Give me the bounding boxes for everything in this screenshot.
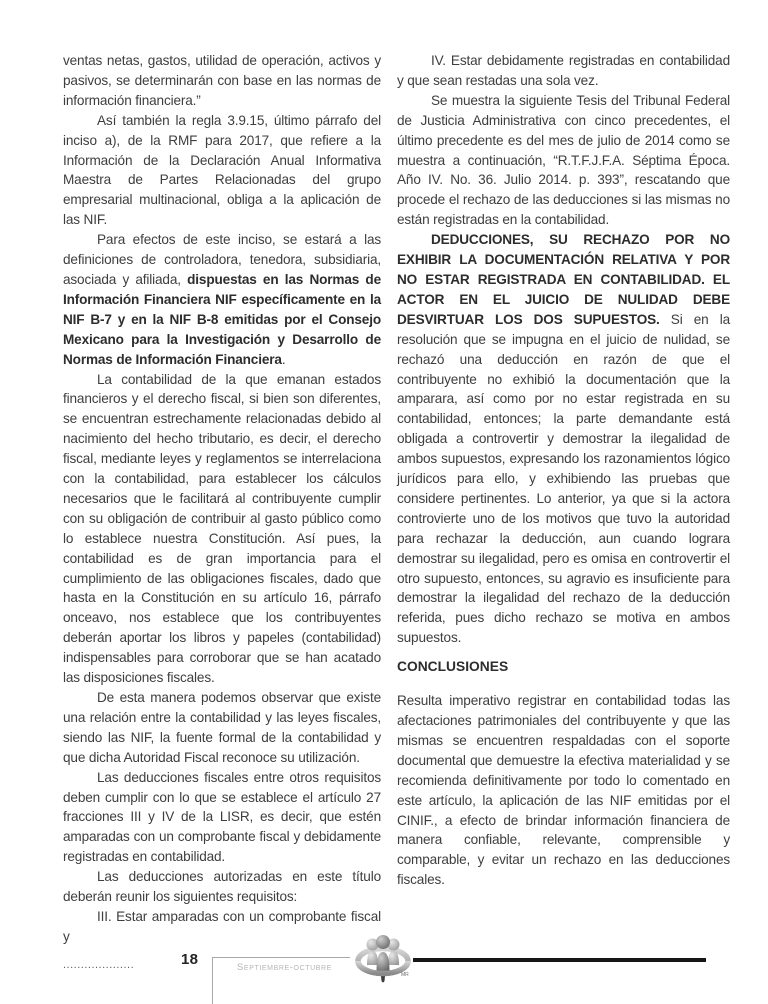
left-column <box>63 51 381 970</box>
paragraph-text: . <box>281 351 286 367</box>
paragraph: Así también la regla 3.9.15, último párrafo del inciso a), de la RMF para 2017, que refiere a la Información de la Declaración Anual Informativa Maestra de Partes Relacionadas del grupo empresarial multinacional, obliga a la aplicación de las NIF. <box>63 112 381 228</box>
tesis-title-bold: DEDUCCIONES, SU RECHAZO POR NO EXHIBIR LA DOCUMENTACIÓN RELATIVA Y POR NO ESTAR REGISTRADA EN CONTABILIDAD. EL ACTOR EN EL JUICIO DE NULIDAD DEBE DESVIRTUAR LOS DOS SUPUESTOS. <box>397 232 730 327</box>
paragraph: Las deducciones fiscales entre otros requisitos deben cumplir con lo que se establece el artículo 27 fracciones III y IV de la LISR, es decir, que estén amparadas con un comprobante fiscal y debidamente registradas en contabilidad. <box>63 769 381 865</box>
paragraph <box>397 230 730 648</box>
page-number: 18 <box>181 951 199 968</box>
paragraph: De esta manera podemos observar que existe una relación entre la contabilidad y las leyes fiscales, siendo las NIF, la fuente formal de la contabilidad y que dicha Autoridad Fiscal reconoce su utilización. <box>63 690 381 765</box>
paragraph-bold-text: dispuestas en las Normas de Información Financiera NIF específicamente en la NIF B-7 y en la NIF B-8 emitidas por el Consejo Mexicano para la Investigación y Desarrollo de Normas de Información Financiera <box>63 271 381 367</box>
paragraph: III. Estar amparadas con un comprobante fiscal y <box>63 908 381 944</box>
footer-rule-vertical <box>212 957 213 1004</box>
right-column <box>397 51 730 890</box>
paragraph: Las deducciones autorizadas en este título deberán reunir los siguientes requisitos: <box>63 869 381 905</box>
paragraph <box>63 230 381 369</box>
paragraph-text: Para efectos de este inciso, se estará a las definiciones de controladora, tenedora, subsidiaria, asociada y afiliada, <box>63 232 381 287</box>
paragraph: IV. Estar debidamente registradas en contabilidad y que sean restadas una sola vez. <box>397 53 730 88</box>
paragraph: ventas netas, gastos, utilidad de operación, activos y pasivos, se determinarán con base en las normas de información financiera.” <box>63 53 381 108</box>
paragraph: Resulta imperativo registrar en contabilidad todas las afectaciones patrimoniales del contribuyente y que las mismas se encuentren respaldadas con el soporte documental que demuestre la efectiva materialidad y se recomienda definitivamente por todo lo comentado en este artículo, la aplicación de las NIF emitidas por el CINIF., a efecto de brindar información financiera de manera confiable, relevante, comprensible y comparable, y evitar un rechazo en las deducciones fiscales. <box>397 693 730 888</box>
footnote-separator: .................... <box>63 958 135 971</box>
people-ring-logo-icon <box>355 931 413 989</box>
issue-period: Septiembre-octubre <box>237 962 332 973</box>
paragraph: La contabilidad de la que emanan estados financieros y el derecho fiscal, si bien son diferentes, se encuentran estrechamente relacionadas debido al nacimiento del hecho tributario, es decir, el derecho fiscal, mediante leyes y reglamentos se interrelaciona con la contabilidad, para establecer los cálculos necesarios que le facilitará al contribuyente cumplir con su obligación de contribuir al gasto público como lo establece nuestra Constitución. Así pues, la contabilidad es de gran importancia para el cumplimiento de las obligaciones fiscales, dado que hasta en la Constitución en su artículo 16, párrafo onceavo, nos establece que los contribuyentes deberán aportar los libros y papeles (contabilidad) indispensables para corroborar que se han acatado las disposiciones fiscales. <box>63 371 381 686</box>
publisher-logo <box>355 931 413 989</box>
conclusions-heading: CONCLUSIONES <box>397 659 509 675</box>
paragraph-text: Si en la resolución que se impugna en el juicio de nulidad, se rechazó una deducción en razón de que el contribuyente no exhibió la documentación que la amparara, así como por no estar registrada en su contabilidad, entonces; la parte demandante está obligada a controvertir y demostrar la ilegalidad de ambos supuestos, expresando los razonamientos lógico jurídicos para ello, y exhibiendo las pruebas que considere pertinentes. Lo anterior, ya que si la actora controvierte uno de los motivos que tuvo la autoridad para rechazar la deducción, aun cuando lograra demostrar su ilegalidad, pero es omisa en controvertir el otro supuesto, entonces, su agravio es insuficiente para demostrar la ilegalidad del rechazo de la deducción referida, pues dicho rechazo se motiva en ambos supuestos. <box>397 311 730 646</box>
paragraph: Se muestra la siguiente Tesis del Tribunal Federal de Justicia Administrativa con cinco precedentes, el último precedente es del mes de julio de 2014 como se muestra a continuación, “R.T.F.J.F.A. Séptima Época. Año IV. No. 36. Julio 2014. p. 393”, rescatando que procede el rechazo de las deducciones si las mismas no están registradas en la contabilidad. <box>397 92 730 228</box>
registered-mark-label: MR <box>401 972 409 978</box>
footer-rule-thick <box>413 958 706 962</box>
footer-rule-horizontal <box>212 957 350 958</box>
